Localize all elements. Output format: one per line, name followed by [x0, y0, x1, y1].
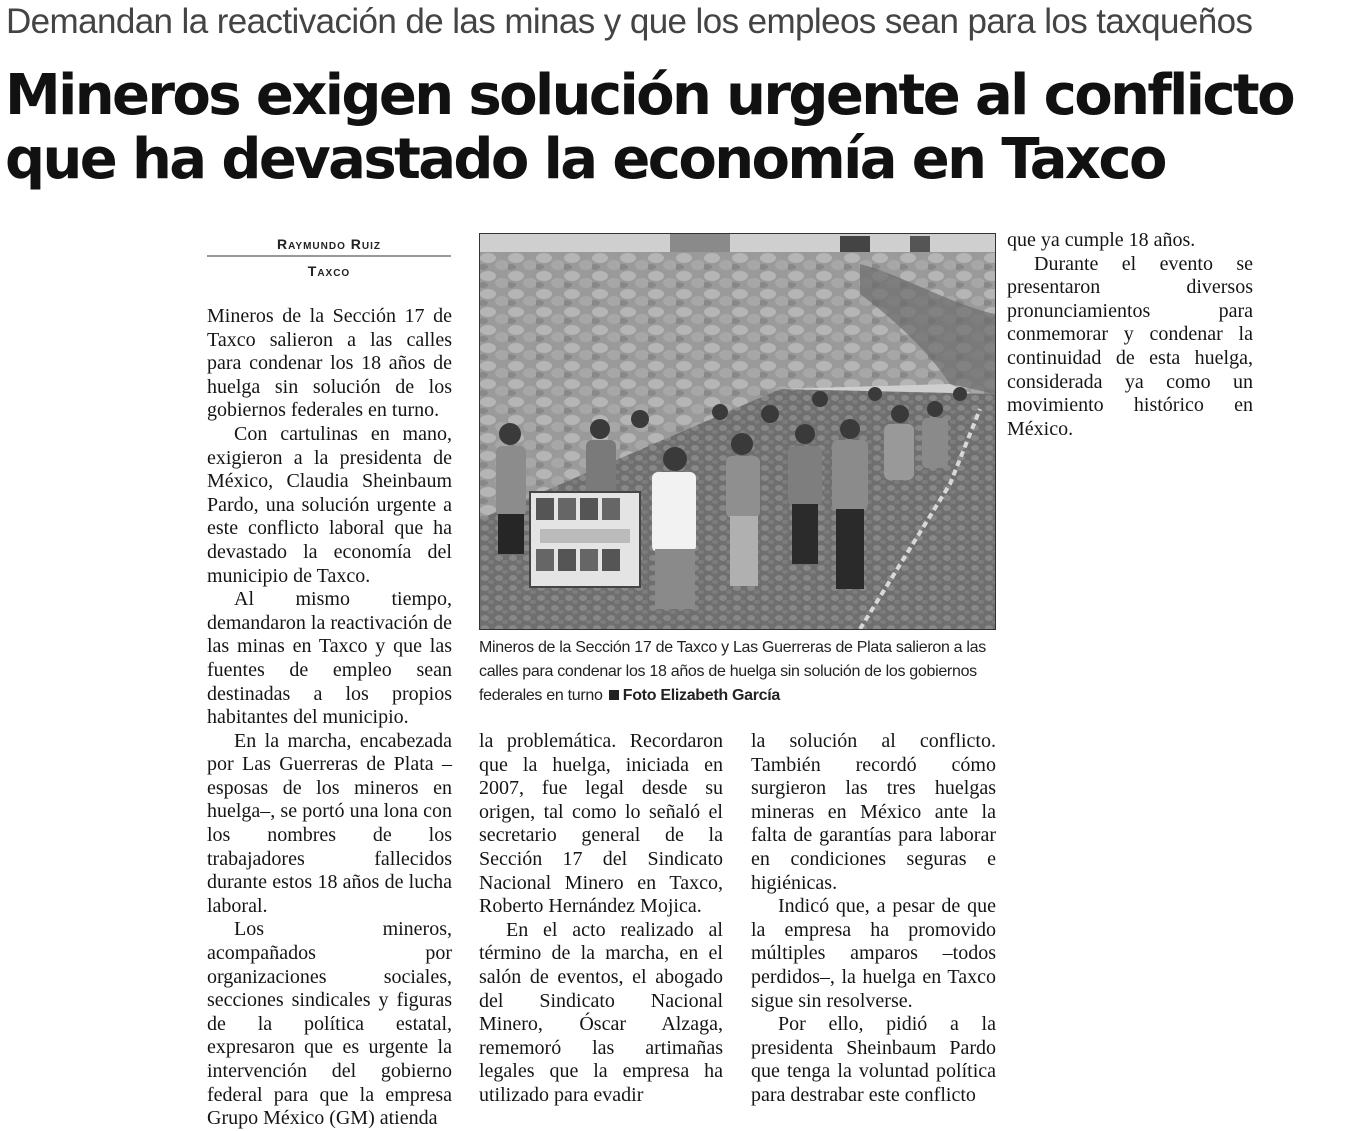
- paragraph: Los mineros, acompañados por organizaciones sociales, secciones sindicales y figuras de la política estatal, expresaron que es urgente la intervención del gobierno federal para que la empresa Grupo México (GM) atienda: [207, 918, 452, 1130]
- headline-line-2: que ha devastado la economía en Taxco: [5, 127, 1165, 192]
- article-column-2: [479, 730, 723, 1108]
- paragraph: la solución al conflicto. También recordó cómo surgieron las tres huelgas mineras en México ante la falta de garantías para laborar en condiciones seguras e higiénicas.: [751, 730, 996, 894]
- photo-caption: [479, 636, 999, 708]
- paragraph: que ya cumple 18 años.: [1007, 229, 1196, 251]
- photo-credit: Foto Elizabeth García: [622, 687, 781, 704]
- paragraph: En la marcha, encabezada por Las Guerreras de Plata –esposas de los mineros en huelga–, se portó una lona con los nombres de los trabajadores fallecidos durante estos 18 años de lucha laboral.: [207, 729, 452, 917]
- paragraph: Al mismo tiempo, demandaron la reactivación de las minas en Taxco y que las fuentes de empleo sean destinadas a los propios habitantes del municipio.: [207, 588, 452, 729]
- byline: [207, 233, 451, 283]
- paragraph: la problemática. Recordaron que la huelga, iniciada en 2007, fue legal desde su origen, tal como lo señaló el secretario general de la Sección 17 del Sindicato Nacional Minero en Taxco, Roberto Hernández Mojica.: [479, 730, 723, 918]
- kicker: Demandan la reactivación de las minas y que los empleos sean para los taxqueños: [6, 2, 1253, 41]
- paragraph: Indicó que, a pesar de que la empresa ha promovido múltiples amparos –todos perdidos–, la huelga en Taxco sigue sin resolverse.: [751, 895, 996, 1012]
- byline-place: Taxco: [307, 263, 351, 279]
- caption-text: Mineros de la Sección 17 de Taxco y Las Guerreras de Plata salieron a las calles para condenar los 18 años de huelga sin solución de los gobiernos federales en turno: [479, 639, 986, 704]
- caption-separator-square: [609, 690, 619, 700]
- paragraph: Con cartulinas en mano, exigieron a la presidenta de México, Claudia Sheinbaum Pardo, una solución urgente a este conflicto laboral que ha devastado la economía del municipio de Taxco.: [207, 422, 452, 587]
- paragraph: Por ello, pidió a la presidenta Sheinbaum Pardo que tenga la voluntad política para destrabar este conflicto: [751, 1013, 996, 1106]
- paragraph: Mineros de la Sección 17 de Taxco salieron a las calles para condenar los 18 años de huelga sin solución de los gobiernos federales en turno.: [207, 305, 452, 422]
- news-photo: [479, 233, 996, 630]
- paragraph: En el acto realizado al término de la marcha, en el salón de eventos, el abogado del Sindicato Nacional Minero, Óscar Alzaga, rememoró las artimañas legales que la empresa ha utilizado para evadir: [479, 918, 723, 1106]
- article-column-4: [1007, 229, 1253, 441]
- paragraph: Durante el evento se presentaron diversos pronunciamientos para conmemorar y condenar la continuidad de esta huelga, considerada ya como un movimiento histórico en México.: [1007, 252, 1253, 440]
- article-column-1: [207, 305, 452, 1131]
- headline-line-1: Mineros exigen solución urgente al conflicto: [5, 63, 1293, 128]
- headline: [5, 64, 1350, 192]
- article-column-3: [751, 730, 996, 1108]
- photo-illustration: [480, 234, 995, 629]
- byline-author: Raymundo Ruiz: [277, 236, 381, 252]
